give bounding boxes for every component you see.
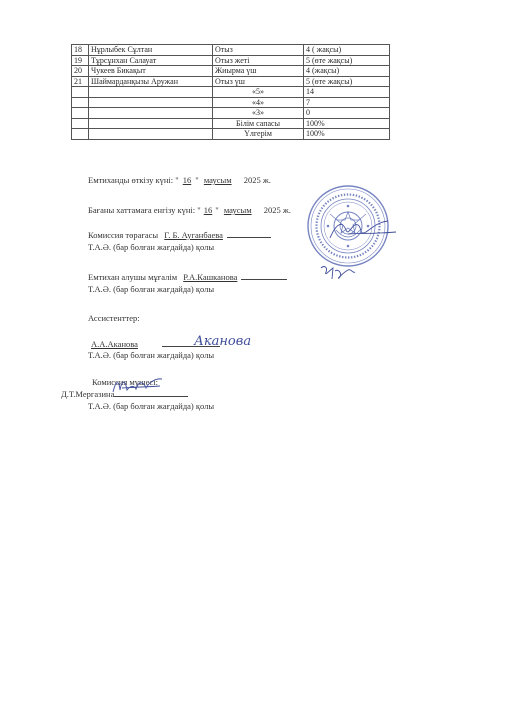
chair-line: Комиссия төрағасы Г. Б. Ауганбаева — [88, 230, 271, 240]
grade: 4 (жақсы) — [304, 66, 390, 77]
student-name: Шаймарданқызы Аружан — [89, 76, 213, 87]
summary-label: Білім сапасы — [213, 118, 304, 129]
table-row — [72, 45, 390, 56]
protocol-date-year: 2025 ж. — [263, 205, 291, 215]
assistant-signature-text: Аканова — [194, 334, 252, 349]
fio-note: Т.А.Ә. (бар болған жағдайда) қолы — [88, 350, 215, 360]
fio-note: Т.А.Ә. (бар болған жағдайда) қолы — [88, 242, 215, 252]
student-name: Нұрлыбек Сұлтан — [89, 45, 213, 56]
summary-row — [72, 108, 390, 119]
row-number: 18 — [72, 45, 89, 56]
assistant-signature — [190, 328, 256, 352]
exam-date-month: маусым — [203, 175, 232, 185]
summary-value: 100% — [304, 129, 390, 140]
table-row — [72, 66, 390, 77]
score-words: Отыз үш — [213, 76, 304, 87]
teacher-name: Р.А.Кашканова — [183, 272, 238, 282]
summary-row — [72, 118, 390, 129]
exam-date-line: Емтиханды өткізу күні: " 16 " маусым 2025 ж. — [88, 175, 271, 185]
grade: 4 ( жақсы) — [304, 45, 390, 56]
grade: 5 (өте жақсы) — [304, 76, 390, 87]
member-signature — [110, 374, 166, 400]
score-words: Отыз — [213, 45, 304, 56]
assistant-name: А.А.Аканова — [91, 339, 138, 349]
summary-label: Үлгерім — [213, 129, 304, 140]
row-number: 19 — [72, 55, 89, 66]
table-row — [72, 76, 390, 87]
summary-row — [72, 129, 390, 140]
summary-label: «5» — [213, 87, 304, 98]
results-table — [71, 44, 390, 140]
protocol-date-day: 16 — [203, 205, 213, 215]
assistants-title: Ассистенттер: — [88, 313, 140, 323]
row-number: 20 — [72, 66, 89, 77]
summary-value: 14 — [304, 87, 390, 98]
exam-date-year: 2025 ж. — [243, 175, 271, 185]
protocol-date-month: маусым — [223, 205, 252, 215]
protocol-date-line: Бағаны хаттамаға енгізу күні: " 16 " маусым 2025 ж. — [88, 205, 291, 215]
student-name: Тұрсұнхан Салауат — [89, 55, 213, 66]
summary-value: 0 — [304, 108, 390, 119]
member-title: Комиссия мүшесі: — [92, 377, 159, 387]
fio-note: Т.А.Ә. (бар болған жағдайда) қолы — [88, 284, 215, 294]
score-words: Жиырма үш — [213, 66, 304, 77]
summary-label: «3» — [213, 108, 304, 119]
score-words: Отыз жеті — [213, 55, 304, 66]
teacher-signature — [318, 262, 358, 284]
table-row — [72, 55, 390, 66]
chair-name: Г. Б. Ауганбаева — [164, 230, 223, 240]
exam-date-day: 16 — [182, 175, 192, 185]
student-name: Чукеев Бикақыт — [89, 66, 213, 77]
chair-signature — [328, 216, 398, 244]
summary-row — [72, 97, 390, 108]
summary-value: 100% — [304, 118, 390, 129]
summary-value: 7 — [304, 97, 390, 108]
teacher-line: Емтихан алушы мұғалім Р.А.Кашканова — [88, 272, 287, 282]
member-name: Д.Т.Мергазина — [61, 389, 115, 399]
row-number: 21 — [72, 76, 89, 87]
fio-note: Т.А.Ә. (бар болған жағдайда) қолы — [88, 401, 215, 411]
grade: 5 (өте жақсы) — [304, 55, 390, 66]
summary-label: «4» — [213, 97, 304, 108]
summary-row — [72, 87, 390, 98]
